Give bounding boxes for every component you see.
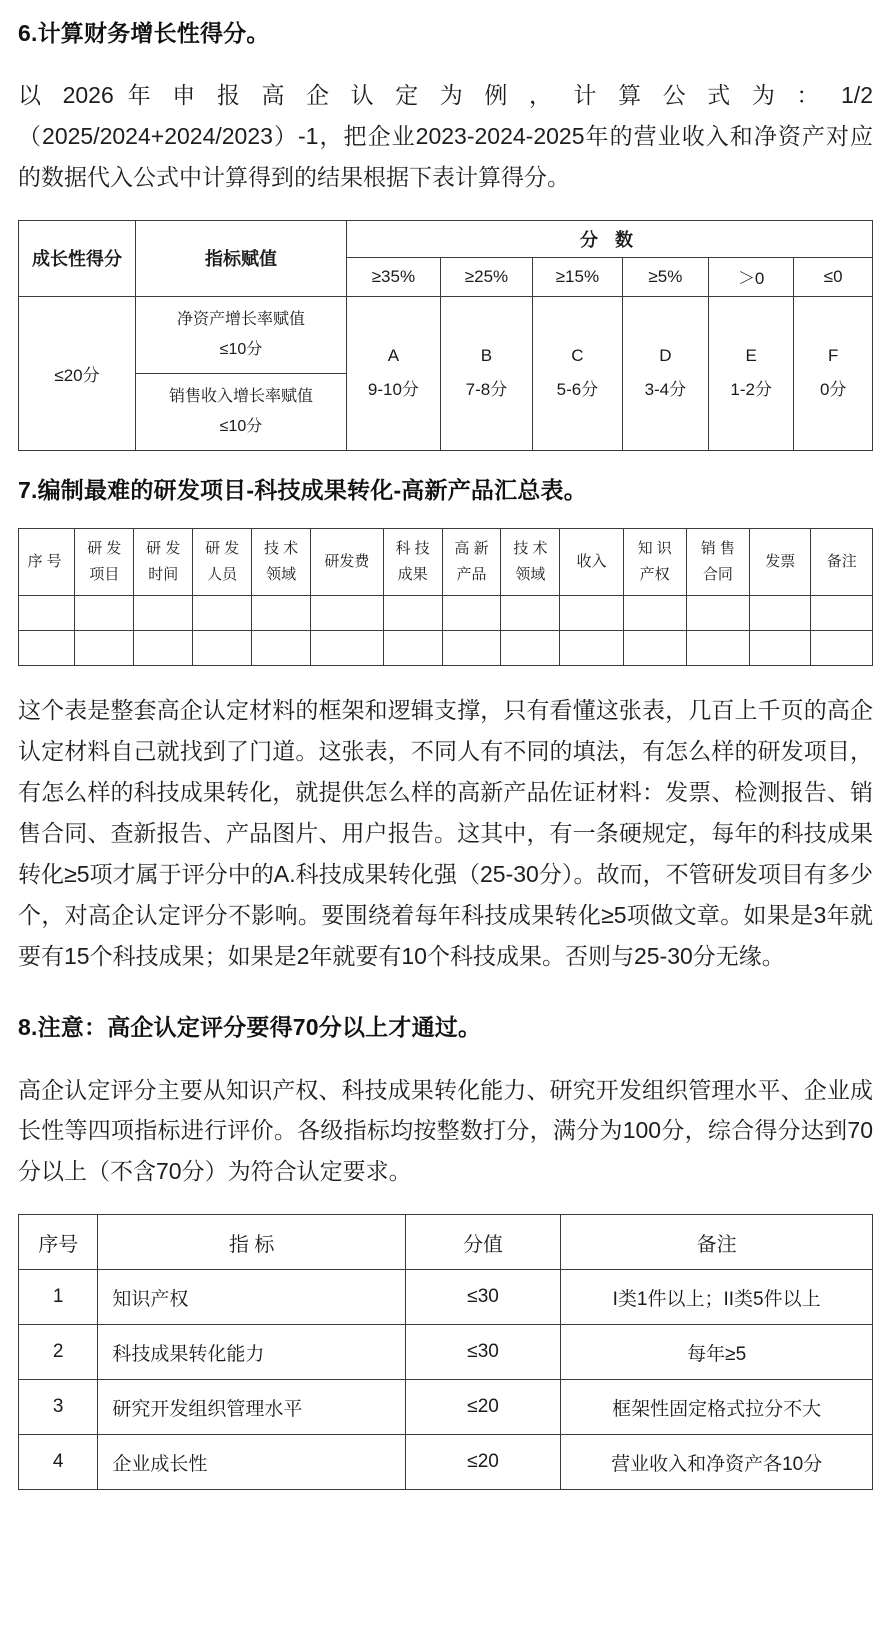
rd-cell[interactable]	[19, 630, 75, 665]
section7-heading: 7.编制最难的研发项目-科技成果转化-高新产品汇总表。	[18, 476, 587, 503]
growth-grade-a-letter: A	[387, 345, 400, 365]
rd-cell[interactable]	[383, 595, 442, 630]
indicator-row-2-note: 每年≥5	[561, 1325, 873, 1380]
rd-col-salescontract	[686, 528, 749, 595]
rd-col-personnel-line1: 研 发	[205, 539, 240, 557]
rd-col-salescontract-line1: 销 售	[700, 539, 735, 557]
rd-cell[interactable]	[311, 595, 384, 630]
growth-score-table	[18, 220, 873, 451]
rd-cell[interactable]	[311, 630, 384, 665]
rd-col-project	[75, 528, 134, 595]
growth-col-header-score: 成长性得分	[19, 220, 136, 296]
indicator-row-2-index: 2	[19, 1325, 98, 1380]
rd-cell[interactable]	[193, 630, 252, 665]
growth-grade-a	[346, 296, 440, 450]
growth-assignment-sales	[135, 373, 346, 450]
rd-col-revenue	[560, 528, 623, 595]
indicator-col-remark: 备注	[561, 1215, 873, 1270]
table-row	[19, 1325, 873, 1380]
indicator-row-1-score: ≤30	[405, 1270, 560, 1325]
indicator-row-4-name: 企业成长性	[98, 1435, 405, 1490]
indicator-col-score: 分值	[405, 1215, 560, 1270]
growth-grade-a-points: 9-10分	[367, 380, 419, 400]
growth-grade-c-points: 5-6分	[556, 380, 599, 400]
growth-assignment-sales-line2: ≤10分	[219, 417, 263, 435]
rd-cell[interactable]	[252, 630, 311, 665]
indicator-col-indicator: 指 标	[98, 1215, 405, 1270]
rd-cell[interactable]	[442, 630, 501, 665]
rd-col-techachievement-line1: 科 技	[395, 539, 430, 557]
growth-col-header-assignment: 指标赋值	[135, 220, 346, 296]
rd-col-remark-line1: 备注	[826, 552, 857, 570]
rd-col-time-line1: 研 发	[146, 539, 181, 557]
growth-threshold-4: ≥5%	[622, 257, 708, 296]
rd-col-personnel	[193, 528, 252, 595]
rd-cell[interactable]	[749, 630, 810, 665]
indicator-row-1-index: 1	[19, 1270, 98, 1325]
indicator-score-table	[18, 1214, 873, 1490]
rd-col-techfield-1-line1: 技 术	[264, 539, 299, 557]
growth-grade-d	[622, 296, 708, 450]
section8-paragraph: 高企认定评分主要从知识产权、科技成果转化能力、研究开发组织管理水平、企业成长性等四项指标进行评价。各级指标均按整数打分，满分为100分，综合得分达到70分以上（不含70分）为符合认定要求。	[18, 1076, 873, 1185]
rd-cell[interactable]	[560, 595, 623, 630]
rd-cell[interactable]	[134, 630, 193, 665]
rd-col-techfield-2	[501, 528, 560, 595]
rd-cell[interactable]	[252, 595, 311, 630]
rd-cell[interactable]	[623, 630, 686, 665]
section6-heading: 6.计算财务增长性得分。	[18, 20, 270, 46]
rd-table-header-row	[19, 528, 873, 595]
rd-cell[interactable]	[193, 595, 252, 630]
section8-heading: 8.注意：高企认定评分要得70分以上才通过。	[18, 1014, 482, 1041]
rd-col-hightechproduct-line1: 高 新	[454, 539, 489, 557]
growth-assignment-netassets-line2: ≤10分	[219, 340, 263, 358]
table-row	[19, 1380, 873, 1435]
rd-cell[interactable]	[686, 595, 749, 630]
growth-threshold-6: ≤0	[794, 257, 873, 296]
rd-col-invoice-line1: 发票	[765, 552, 796, 570]
rd-cell[interactable]	[75, 630, 134, 665]
rd-col-techachievement	[383, 528, 442, 595]
rd-col-time	[134, 528, 193, 595]
growth-col-header-scoregroup: 分 数	[346, 220, 872, 257]
rd-col-techachievement-line2: 成果	[397, 565, 428, 583]
growth-grade-f-letter: F	[827, 345, 839, 365]
rd-col-techfield-2-line2: 领域	[515, 565, 546, 583]
indicator-row-4-note: 营业收入和净资产各10分	[561, 1435, 873, 1490]
section6-paragraph: 以 2026 年 申 报 高 企 认 定 为 例 ， 计 算 公 式 为 ： 1/2（2025/2024+2024/2023）-1，把企业2023-2024-2025年的营业收入和净资产对应的数据代入公式中计算得到的结果根据下表计算得分。	[18, 82, 873, 190]
growth-grade-f-points: 0分	[819, 380, 847, 400]
rd-cell[interactable]	[383, 630, 442, 665]
indicator-table-header-row	[19, 1215, 873, 1270]
indicator-row-3-score: ≤20	[405, 1380, 560, 1435]
rd-col-salescontract-line2: 合同	[702, 565, 733, 583]
indicator-row-1-note: I类1件以上；II类5件以上	[561, 1270, 873, 1325]
growth-grade-e-letter: E	[745, 345, 757, 365]
growth-grade-e-points: 1-2分	[730, 380, 772, 400]
growth-grade-f	[794, 296, 873, 450]
rd-cell[interactable]	[623, 595, 686, 630]
rd-col-seq-line1: 序号	[27, 552, 66, 570]
rd-col-ip-line2: 产权	[639, 565, 670, 583]
rd-col-invoice	[749, 528, 810, 595]
rd-cell[interactable]	[560, 630, 623, 665]
growth-grade-c	[533, 296, 623, 450]
rd-col-ip-line1: 知 识	[637, 539, 672, 557]
growth-grade-d-letter: D	[659, 345, 672, 365]
rd-cell[interactable]	[686, 630, 749, 665]
rd-col-hightechproduct-line2: 产品	[456, 565, 487, 583]
rd-col-techfield-1-line2: 领域	[266, 565, 297, 583]
rd-col-project-line1: 研 发	[87, 539, 122, 557]
growth-score-value: ≤20分	[19, 296, 136, 450]
indicator-row-4-index: 4	[19, 1435, 98, 1490]
rd-cell[interactable]	[442, 595, 501, 630]
indicator-row-3-name: 研究开发组织管理水平	[98, 1380, 405, 1435]
rd-cell[interactable]	[134, 595, 193, 630]
growth-grade-d-points: 3-4分	[644, 380, 687, 400]
indicator-row-2-name: 科技成果转化能力	[98, 1325, 405, 1380]
section7-paragraph: 这个表是整套高企认定材料的框架和逻辑支撑，只有看懂这张表，几百上千页的高企认定材料自己就找到了门道。这张表，不同人有不同的填法，有怎么样的研发项目，有怎么样的科技成果转化，就提供怎么样的高新产品佐证材料：发票、检测报告、销售合同、查新报告、产品图片、用户报告。这其中，有一条硬规定，每年的科技成果转化≥5项才属于评分中的A.科技成果转化强（25-30分）。故而，不管研发项目有多少个，对高企认定评分不影响。要围绕着每年科技成果转化≥5项做文章。如果是3年就要有15个科技成果；如果是2年就要有10个科技成果。否则与25-30分无缘。	[18, 696, 873, 969]
growth-threshold-1: ≥35%	[346, 257, 440, 296]
rd-cell[interactable]	[811, 630, 873, 665]
rd-col-techfield-2-line1: 技 术	[513, 539, 548, 557]
growth-threshold-2: ≥25%	[440, 257, 532, 296]
rd-table-body	[19, 595, 873, 665]
growth-grade-c-letter: C	[571, 345, 584, 365]
growth-table-header-row-1	[19, 220, 873, 257]
rd-cell[interactable]	[749, 595, 810, 630]
rd-col-hightechproduct	[442, 528, 501, 595]
indicator-row-4-score: ≤20	[405, 1435, 560, 1490]
rd-cell[interactable]	[501, 595, 560, 630]
rd-col-ip	[623, 528, 686, 595]
rd-col-techfield-1	[252, 528, 311, 595]
rd-cell[interactable]	[501, 630, 560, 665]
rd-col-time-line2: 时间	[148, 565, 179, 583]
rd-col-rdexpense-line1: 研发费	[324, 552, 370, 570]
rd-col-seq	[19, 528, 75, 595]
rd-col-revenue-line1: 收入	[576, 552, 607, 570]
indicator-row-1-name: 知识产权	[98, 1270, 405, 1325]
rd-summary-table	[18, 528, 873, 666]
rd-cell[interactable]	[811, 595, 873, 630]
rd-cell[interactable]	[19, 595, 75, 630]
indicator-row-2-score: ≤30	[405, 1325, 560, 1380]
growth-table-body-row-1	[19, 296, 873, 373]
growth-threshold-3: ≥15%	[533, 257, 623, 296]
growth-grade-b-letter: B	[480, 345, 493, 365]
growth-grade-b	[440, 296, 532, 450]
table-row[interactable]	[19, 595, 873, 630]
indicator-row-3-index: 3	[19, 1380, 98, 1435]
rd-col-remark	[811, 528, 873, 595]
growth-assignment-sales-line1: 销售收入增长率赋值	[168, 388, 313, 406]
indicator-row-3-note: 框架性固定格式拉分不大	[561, 1380, 873, 1435]
table-row	[19, 1435, 873, 1490]
table-row	[19, 1270, 873, 1325]
rd-col-rdexpense	[311, 528, 384, 595]
rd-col-project-line2: 项目	[89, 565, 120, 583]
indicator-col-seq: 序号	[19, 1215, 98, 1270]
growth-threshold-5: ＞0	[708, 257, 793, 296]
growth-grade-b-points: 7-8分	[465, 380, 508, 400]
indicator-table-body	[19, 1270, 873, 1490]
growth-assignment-netassets	[135, 296, 346, 373]
growth-assignment-netassets-line1: 净资产增长率赋值	[176, 311, 305, 329]
table-row[interactable]	[19, 630, 873, 665]
rd-col-personnel-line2: 人员	[207, 565, 238, 583]
growth-grade-e	[708, 296, 793, 450]
rd-cell[interactable]	[75, 595, 134, 630]
